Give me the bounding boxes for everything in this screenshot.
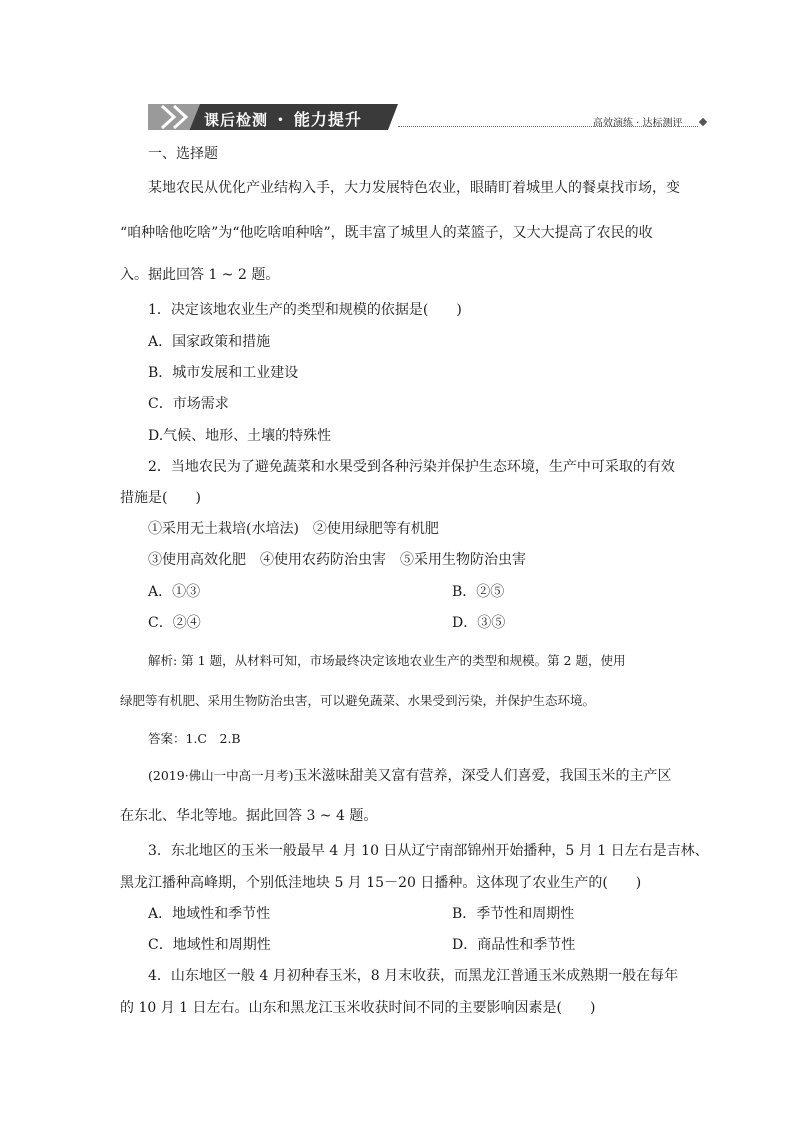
header-right-tag: 高效演练 · 达标测评 [593,118,683,129]
q1-option-c: C．市场需求 [148,396,229,412]
q1-option-b: B．城市发展和工业建设 [148,365,299,381]
q3-option-b: B．季节性和周期性 [452,906,575,922]
q2-option-c: C．②④ [148,615,201,631]
banner-sub: 能力提升 [293,110,362,129]
banner-main: 课后检测 [204,111,269,129]
q1-option-d: D.气候、地形、土壤的特殊性 [148,428,332,444]
q2-stem-line-2: 措施是( ) [120,490,201,506]
q2-choices-line-1: ①采用无土栽培(水培法) ②使用绿肥等有机肥 [148,521,439,537]
double-chevron-icon [154,104,204,130]
diamond-icon [699,118,707,126]
q3-option-c: C．地域性和周期性 [148,937,271,953]
q4-stem-line-1: 4．山东地区一般 4 月初种春玉米，8 月末收获，而黑龙江普通玉米成熟期一般在每年 [148,968,679,984]
section-banner [148,104,398,130]
q1-option-a: A．国家政策和措施 [148,334,271,350]
q3-option-a: A．地域性和季节性 [148,906,271,922]
q2-option-a: A．①③ [148,584,201,600]
section-title: 一、选择题 [148,146,218,162]
intro-line-3: 入。据此回答 1 ~ 2 题。 [120,267,280,283]
q3-option-d: D．商品性和季节性 [452,937,576,953]
q2-option-b: B．②⑤ [452,584,505,600]
intro2-text: 玉米滋味甜美又富有营养，深受人们喜爱，我国玉米的主产区 [293,768,672,784]
intro-line-1: 某地农民从优化产业结构入手，大力发展特色农业，眼睛盯着城里人的餐桌找市场，变 [148,180,680,196]
q2-choices-line-2: ③使用高效化肥 ④使用农药防治虫害 ⑤采用生物防治虫害 [148,552,526,568]
q1-stem: 1．决定该地农业生产的类型和规模的依据是( ) [148,302,462,318]
q3-stem-line-2: 黑龙江播种高峰期，个别低洼地块 5 月 15－20 日播种。这体现了农业生产的( ) [120,875,642,891]
answer: 答案：1.C 2.B [148,731,241,746]
q2-option-d: D．③⑤ [452,615,506,631]
intro2-line-2: 在东北、华北等地。据此回答 3 ~ 4 题。 [120,808,378,824]
q2-stem-line-1: 2．当地农民为了避免蔬菜和水果受到各种污染并保护生态环境，生产中可采取的有效 [148,459,675,475]
intro2-source: (2019·佛山一中高一月考) [148,768,294,783]
intro-line-2: “咱种啥他吃啥”为“他吃啥咱种啥”，既丰富了城里人的菜篮子，又大大提高了农民的收 [120,225,653,241]
q4-stem-line-2: 的 10 月 1 日左右。山东和黑龙江玉米收获时间不同的主要影响因素是( ) [120,1000,596,1016]
analysis-line-1: 解析: 第 1 题，从材料可知，市场最终决定该地农业生产的类型和规模。第 2 题，使用 [148,653,626,668]
banner-dot: • [277,115,285,126]
analysis-line-2: 绿肥等有机肥、采用生物防治虫害，可以避免蔬菜、水果受到污染，并保护生态环境。 [120,693,596,708]
intro2-line-1 [148,767,672,785]
banner-title [204,107,362,130]
q3-stem-line-1: 3．东北地区的玉米一般最早 4 月 10 日从辽宁南部锦州开始播种，5 月 1 日左右是吉林、 [148,843,709,859]
